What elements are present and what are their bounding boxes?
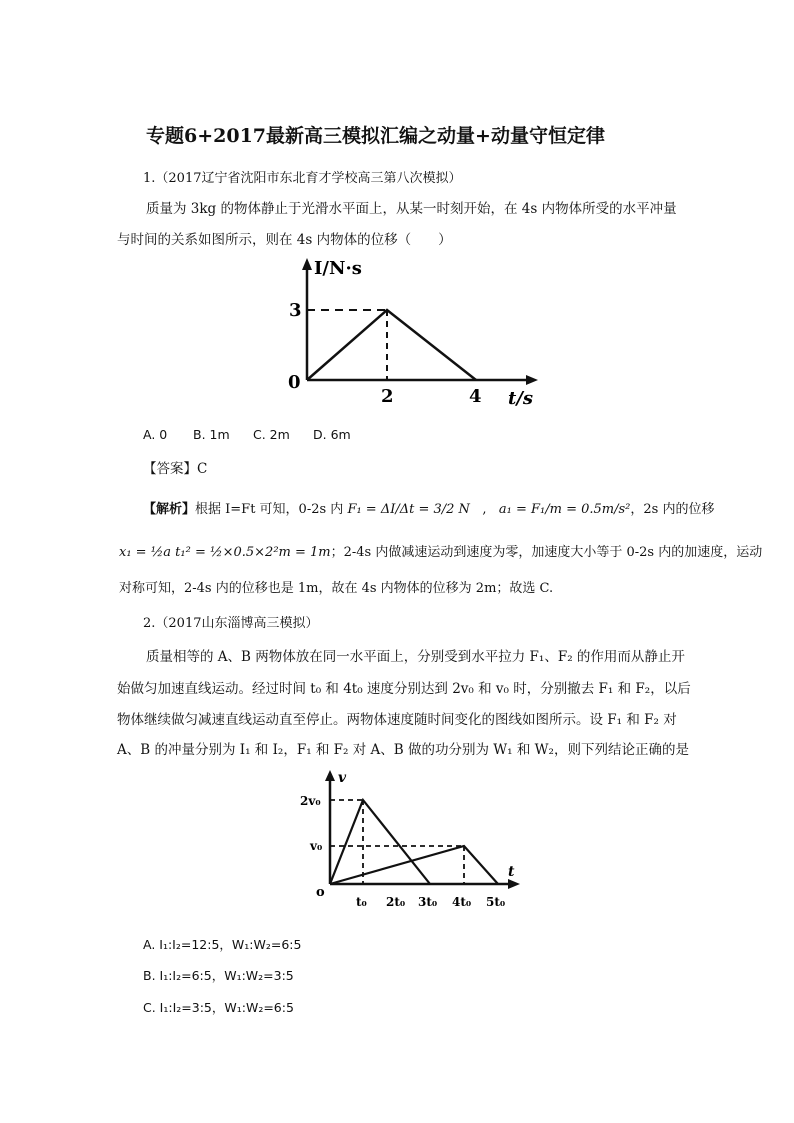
q1-option-a: A. 0 bbox=[143, 427, 168, 442]
y-tick-v0: v₀ bbox=[310, 839, 323, 853]
q2-option-c: C. I₁:I₂=3:5，W₁:W₂=6:5 bbox=[143, 1000, 294, 1015]
question-2-text-line-2: 始做匀加速直线运动。经过时间 t₀ 和 4t₀ 速度分别达到 2v₀ 和 v₀ 时，分别撤去 F₁ 和 F₂，以后 bbox=[117, 681, 691, 697]
q1-option-b: B. 1m bbox=[193, 427, 230, 442]
x-tick-4t0: 4t₀ bbox=[452, 895, 472, 909]
q2-option-b: B. I₁:I₂=6:5，W₁:W₂=3:5 bbox=[143, 968, 294, 983]
q2-option-a: A. I₁:I₂=12:5，W₁:W₂=6:5 bbox=[143, 937, 302, 952]
q1-analysis-line-2 bbox=[119, 541, 762, 560]
origin-label: o bbox=[316, 885, 325, 900]
formula-f1: F₁ = ΔI/Δt = 3/2 N bbox=[347, 502, 470, 517]
x-tick-5t0: 5t₀ bbox=[486, 895, 506, 909]
analysis-text-1a: 根据 I=Ft 可知，0-2s 内 bbox=[195, 502, 344, 517]
x-tick-3t0: 3t₀ bbox=[418, 895, 438, 909]
x-axis-label: t/s bbox=[508, 388, 534, 409]
impulse-time-graph bbox=[280, 252, 540, 412]
question-1-text-line-2: 与时间的关系如图所示，则在 4s 内物体的位移（ ） bbox=[117, 232, 452, 248]
x-tick-2t0: 2t₀ bbox=[386, 895, 406, 909]
analysis-label: 【解析】 bbox=[143, 502, 196, 517]
y-axis-arrow bbox=[325, 770, 335, 781]
x-tick-t0: t₀ bbox=[356, 895, 367, 909]
q1-answer: 【答案】C bbox=[143, 461, 208, 477]
curve-a bbox=[330, 800, 430, 884]
y-axis-label: v bbox=[338, 770, 347, 786]
y-axis-arrow bbox=[302, 258, 312, 270]
q1-analysis-line-1: 【解析】根据 I=Ft 可知，0-2s 内 F₁ = ΔI/Δt = 3/2 N , a₁ = F₁/m = 0.5m/s²，2s 内的位移 bbox=[143, 502, 715, 517]
analysis-text-1d: ，2s 内的位移 bbox=[630, 502, 715, 517]
question-2-text-line-1: 质量相等的 A、B 两物体放在同一水平面上，分别受到水平拉力 F₁、F₂ 的作用而从静止开 bbox=[146, 649, 685, 665]
origin-label: 0 bbox=[288, 372, 301, 393]
impulse-curve bbox=[307, 310, 476, 380]
x-axis-arrow bbox=[526, 375, 538, 385]
page-title: 专题6+2017最新高三模拟汇编之动量+动量守恒定律 bbox=[146, 125, 605, 147]
velocity-time-graph bbox=[300, 766, 530, 914]
q1-analysis-line-3: 对称可知，2-4s 内的位移也是 1m，故在 4s 内物体的位移为 2m；故选 C. bbox=[119, 581, 554, 596]
question-1-header: 1.（2017辽宁省沈阳市东北育才学校高三第八次模拟） bbox=[143, 171, 462, 186]
q1-option-d: D. 6m bbox=[313, 427, 351, 442]
q1-option-c: C. 2m bbox=[253, 427, 290, 442]
x-axis-label: t bbox=[508, 864, 515, 880]
question-2-text-line-3: 物体继续做匀减速直线运动直至停止。两物体速度随时间变化的图线如图所示。设 F₁ 和 F₂ 对 bbox=[117, 712, 677, 728]
question-2-text-line-4: A、B 的冲量分别为 I₁ 和 I₂，F₁ 和 F₂ 对 A、B 做的功分别为 W₁ 和 W₂，则下列结论正确的是 bbox=[117, 742, 689, 758]
x-axis-arrow bbox=[508, 879, 520, 889]
question-2-header: 2.（2017山东淄博高三模拟） bbox=[143, 616, 319, 631]
analysis-text-2b: ；2-4s 内做减速运动到速度为零，加速度大小等于 0-2s 内的加速度，运动 bbox=[330, 545, 763, 560]
x-tick-2: 2 bbox=[381, 386, 394, 407]
y-tick-2v0: 2v₀ bbox=[300, 794, 321, 808]
x-tick-4: 4 bbox=[469, 386, 482, 407]
formula-a1: a₁ = F₁/m = 0.5m/s² bbox=[498, 502, 631, 517]
question-1-text-line-1: 质量为 3kg 的物体静止于光滑水平面上，从某一时刻开始，在 4s 内物体所受的水平冲量 bbox=[146, 201, 677, 217]
y-tick-3: 3 bbox=[289, 300, 302, 321]
y-axis-label: I/N·s bbox=[314, 258, 362, 279]
formula-x1: x₁ = ½a t₁² = ½×0.5×2²m = 1m bbox=[119, 545, 331, 560]
